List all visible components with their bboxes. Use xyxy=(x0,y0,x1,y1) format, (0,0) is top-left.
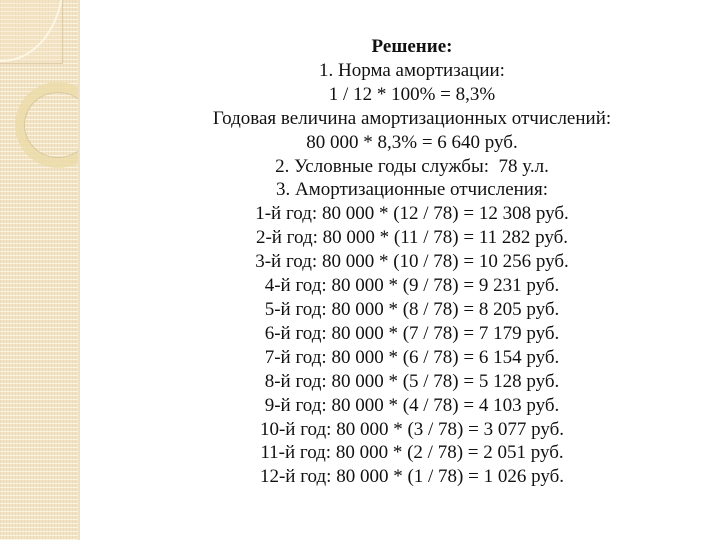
year-row: 12-й год: 80 000 * (1 / 78) = 1 026 руб. xyxy=(259,466,565,488)
year-row: 8-й год: 80 000 * (5 / 78) = 5 128 руб. xyxy=(264,370,560,392)
year-row: 3-й год: 80 000 * (10 / 78) = 10 256 руб. xyxy=(255,251,569,273)
annual-depreciation-label: Годовая величина амортизационных отчислений: xyxy=(212,107,612,129)
year-row: 6-й год: 80 000 * (7 / 78) = 7 179 руб. xyxy=(264,322,560,344)
year-row: 5-й год: 80 000 * (8 / 78) = 8 205 руб. xyxy=(264,298,560,320)
year-row: 9-й год: 80 000 * (4 / 78) = 4 103 руб. xyxy=(264,394,560,416)
solution-text-block xyxy=(180,35,644,489)
depreciation-rate-formula: 1 / 12 * 100% = 8,3% xyxy=(328,83,496,105)
section1-heading: 1. Норма амортизации: xyxy=(319,59,505,81)
annual-depreciation-formula: 80 000 * 8,3% = 6 640 руб. xyxy=(306,131,518,153)
year-row: 7-й год: 80 000 * (6 / 78) = 6 154 руб. xyxy=(264,346,560,368)
section3-heading: 3. Амортизационные отчисления: xyxy=(275,179,548,201)
year-row: 10-й год: 80 000 * (3 / 78) = 3 077 руб. xyxy=(259,418,565,440)
year-row: 2-й год: 80 000 * (11 / 78) = 11 282 руб. xyxy=(255,227,569,249)
decorative-side-band xyxy=(0,0,80,540)
year-row: 4-й год: 80 000 * (9 / 78) = 9 231 руб. xyxy=(264,275,560,297)
section2-heading: 2. Условные годы службы: 78 у.л. xyxy=(275,155,549,177)
year-row: 11-й год: 80 000 * (2 / 78) = 2 051 руб. xyxy=(260,442,564,464)
solution-title: Решение: xyxy=(371,36,453,57)
year-row: 1-й год: 80 000 * (12 / 78) = 12 308 руб. xyxy=(255,203,569,225)
side-band-edge xyxy=(78,0,80,540)
